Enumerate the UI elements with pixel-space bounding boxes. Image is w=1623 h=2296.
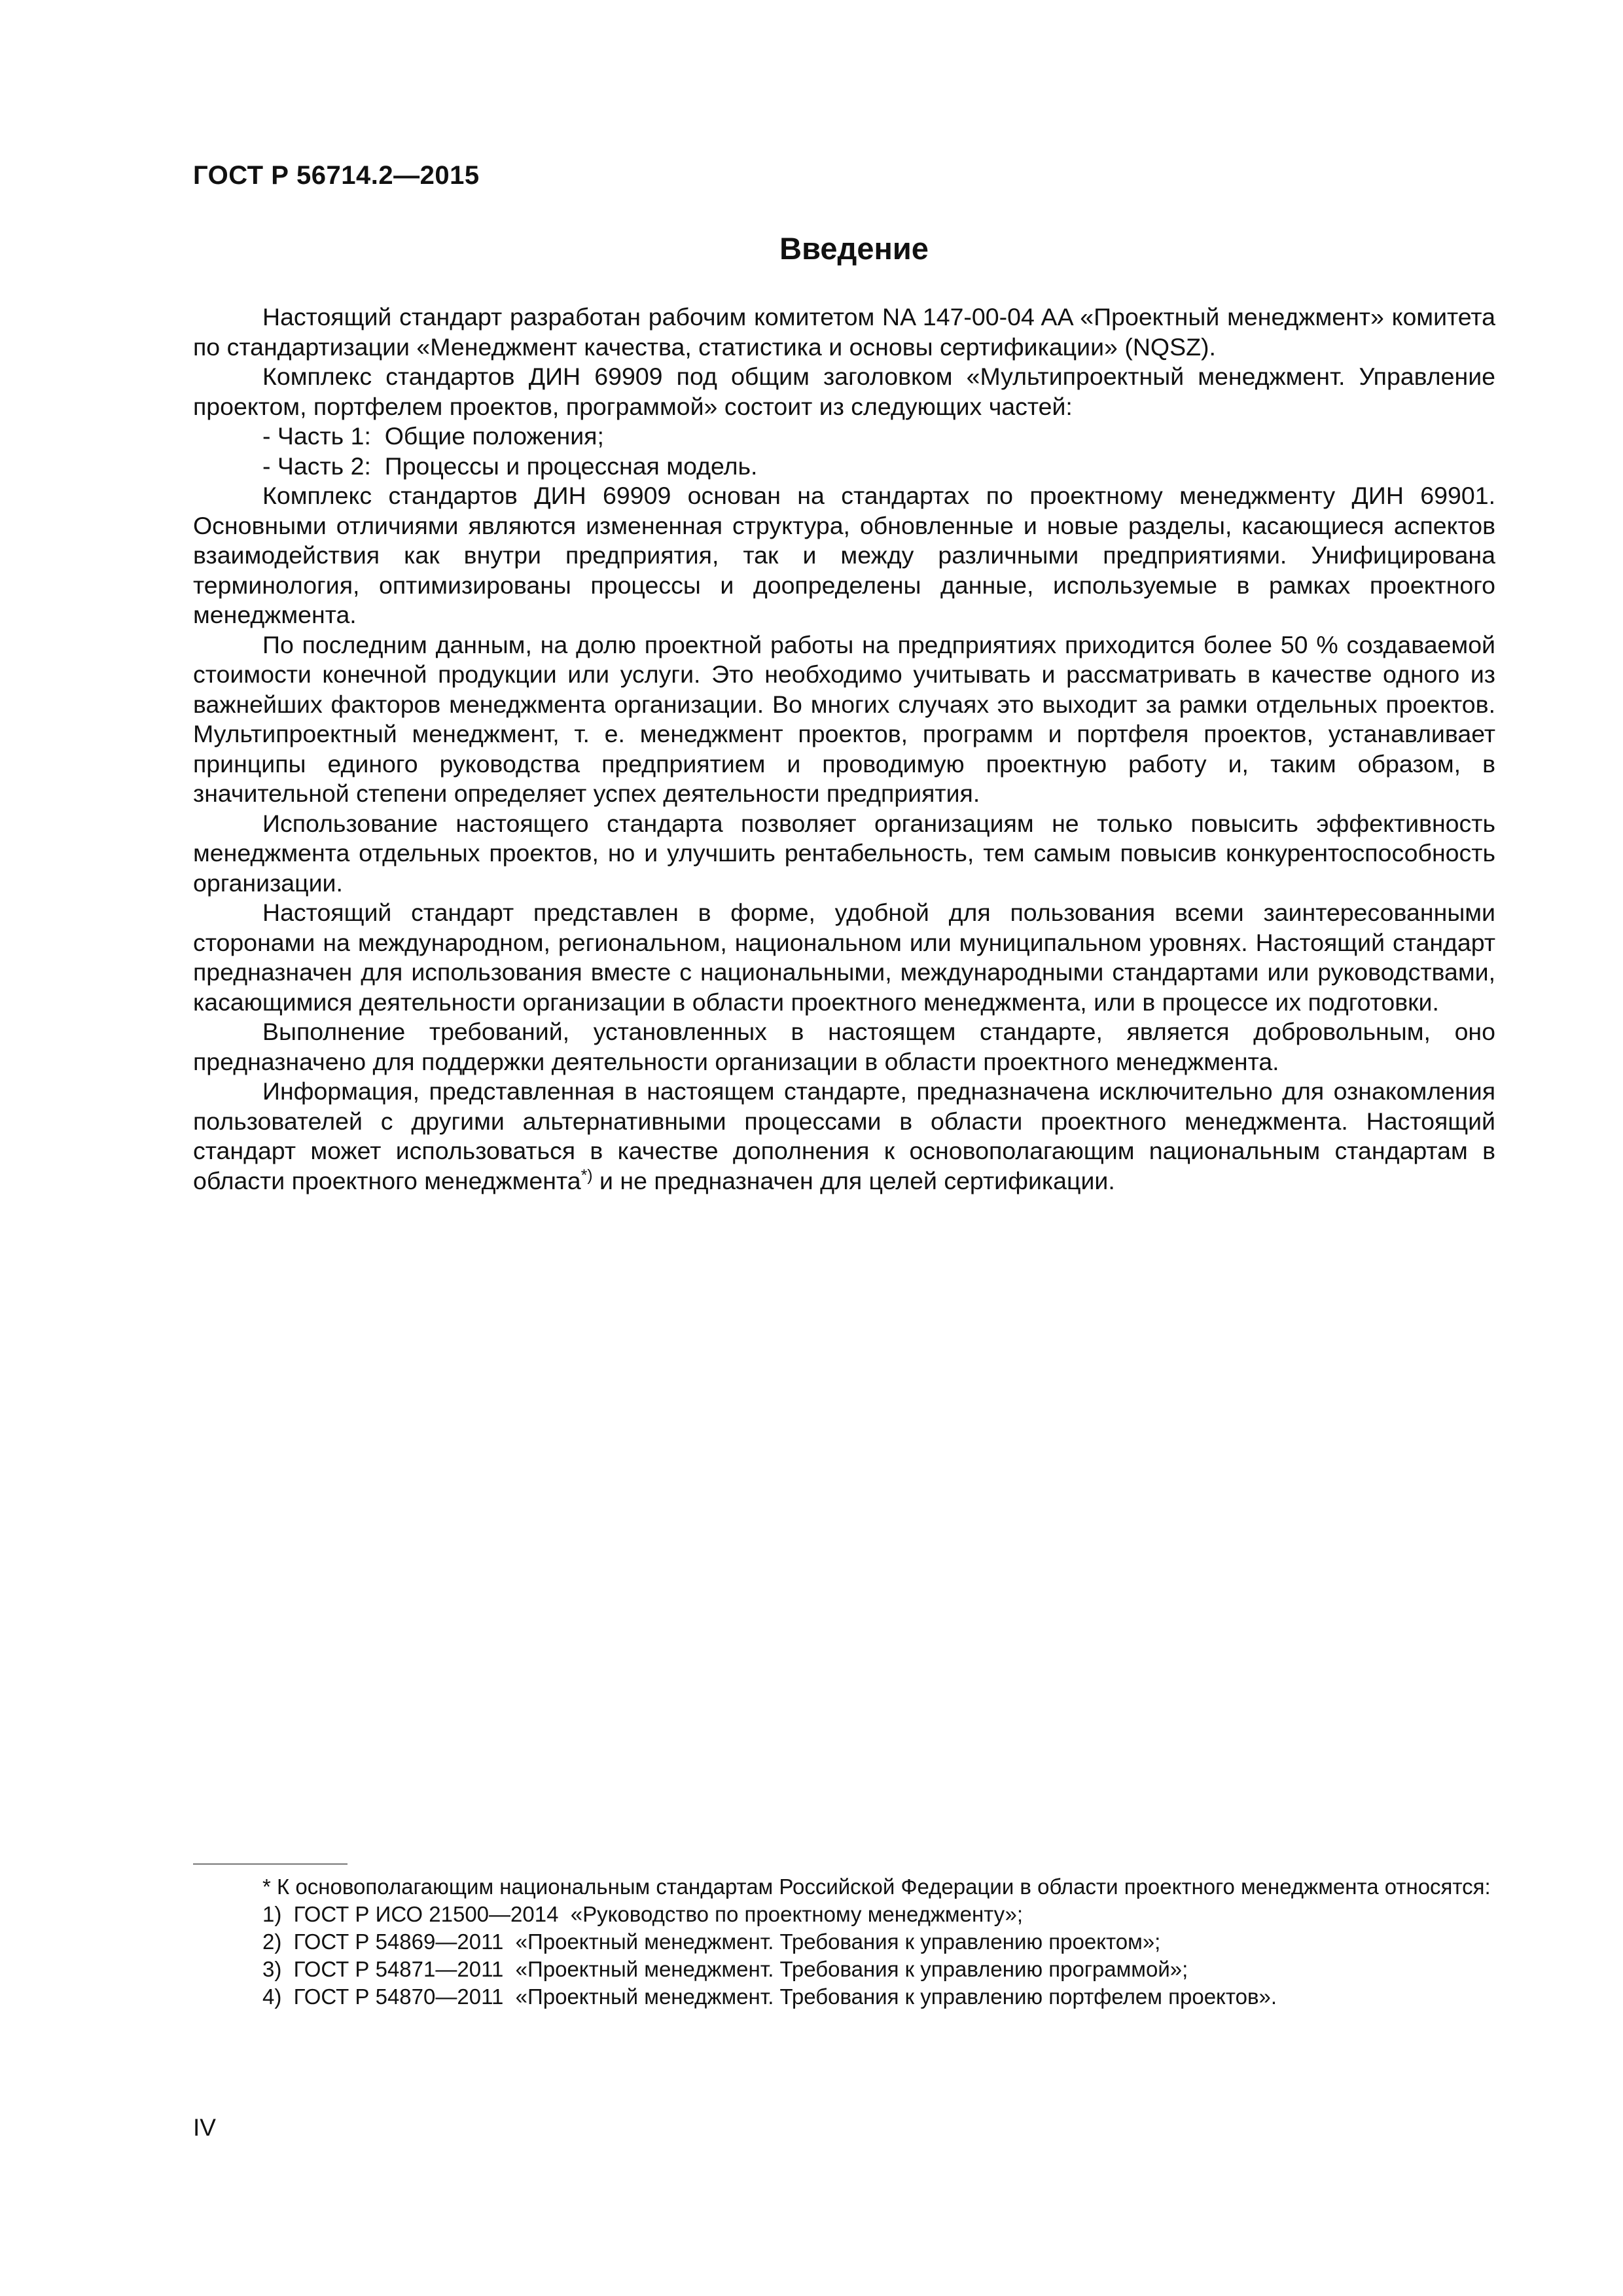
footnotes	[193, 1873, 1495, 2011]
footnote-item: 4) ГОСТ Р 54870—2011 «Проектный менеджмент. Требования к управлению портфелем проектов».	[262, 1984, 1277, 2009]
list-item: - Часть 1: Общие положения;	[262, 422, 604, 450]
paragraph: Комплекс стандартов ДИН 69909 под общим заголовком «Мультипроектный менеджмент. Управление проектом, портфелем проектов, программой» состоит из следующих частей:	[193, 363, 1495, 420]
footnote-item: 1) ГОСТ Р ИСО 21500—2014 «Руководство по проектному менеджменту»;	[262, 1902, 1024, 1926]
footnote-separator	[193, 1863, 348, 1865]
paragraph-with-footnote	[193, 1077, 1495, 1196]
body-text	[193, 302, 1495, 1196]
footnote-item: 3) ГОСТ Р 54871—2011 «Проектный менеджмент. Требования к управлению программой»;	[262, 1957, 1188, 1981]
document-code-header: ГОСТ Р 56714.2—2015	[193, 161, 480, 190]
footnote-marker: *)	[580, 1166, 593, 1185]
paragraph-text: Информация, представленная в настоящем стандарте, предназначена исключительно для ознакомления пользователей с другими альтернативными процессами в области проектного менеджмента. Настоящий стандарт может использоваться в качестве дополнения к основополагающим nациональным стандартам в области проектного менеджмента	[193, 1077, 1495, 1194]
list-item: - Часть 2: Процессы и процессная модель.	[262, 452, 758, 480]
paragraph: Настоящий стандарт разработан рабочим комитетом NA 147-00-04 AA «Проектный менеджмент» комитета по стандартизации «Менеджмент качества, статистика и основы сертификации» (NQSZ).	[193, 303, 1495, 361]
section-title: Введение	[779, 231, 929, 266]
footnote-item: 2) ГОСТ Р 54869—2011 «Проектный менеджмент. Требования к управлению проектом»;	[262, 1929, 1161, 1954]
page-number: IV	[193, 2114, 216, 2141]
paragraph: Выполнение требований, установленных в настоящем стандарте, является добровольным, оно предназначено для поддержки деятельности организации в области проектного менеджмента.	[193, 1018, 1495, 1075]
paragraph: По последним данным, на долю проектной работы на предприятиях приходится более 50 % создаваемой стоимости конечной продукции или услуги. Это необходимо учитывать и рассматривать в качестве одного из важнейших факторов менеджмента организации. Во многих случаях это выходит за рамки отдельных проектов. Мультипроектный менеджмент, т. е. менеджмент проектов, программ и портфеля проектов, устанавливает принципы единого руководства предприятием и проводимую проектную работу и, таким образом, в значительной степени определяет успех деятельности предприятия.	[193, 630, 1495, 807]
paragraph-text-tail: и не предназначен для целей сертификации.	[592, 1166, 1115, 1194]
paragraph: Использование настоящего стандарта позволяет организациям не только повысить эффективность менеджмента отдельных проектов, но и улучшить рентабельность, тем самым повысив конкурентоспособность организации.	[193, 809, 1495, 897]
paragraph: Настоящий стандарт представлен в форме, удобной для пользования всеми заинтересованными сторонами на международном, региональном, национальном или муниципальном уровнях. Настоящий стандарт предназначен для использования вместе с национальными, международными стандартами или руководствами, касающимися деятельности организации в области проектного менеджмента, или в процессе их подготовки.	[193, 899, 1495, 1016]
footnote-intro: * К основополагающим национальным стандартам Российской Федерации в области проектного менеджмента относятся:	[262, 1874, 1491, 1899]
paragraph: Комплекс стандартов ДИН 69909 основан на стандартах по проектному менеджменту ДИН 69901. Основными отличиями являются измененная структура, обновленные и новые разделы, касающиеся аспектов взаимодействия как внутри предприятия, так и между различными предприятиями. Унифицирована терминология, оптимизированы процессы и доопределены данные, используемые в рамках проектного менеджмента.	[193, 482, 1495, 628]
